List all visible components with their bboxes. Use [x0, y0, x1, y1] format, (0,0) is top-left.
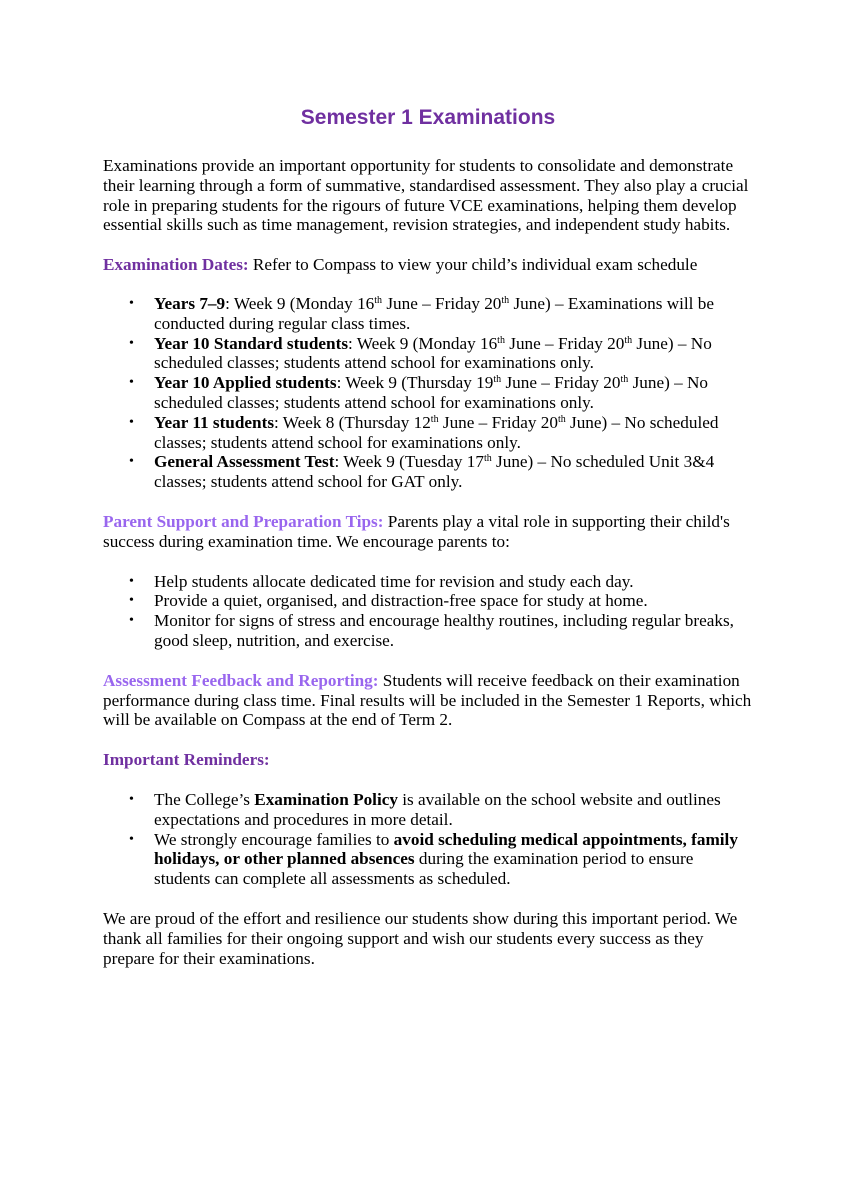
intro-paragraph: Examinations provide an important opportunity for students to consolidate and demonstrate their learning through a form of summative, standardised assessment. They also play a crucial role in preparing students for the rigours of future VCE examinations, helping them develop essential skills such as time management, revision strategies, and independent study habits.	[103, 156, 749, 235]
feedback-label: Assessment Feedback and Reporting:	[103, 670, 379, 690]
feedback-text: Students will receive feedback on their examination performance during class time. Final results will be included in the Semester 1 Reports, which will be available on Compass at the end of Term 2.	[103, 670, 752, 730]
support-list	[103, 572, 753, 651]
bullet-icon: •	[129, 831, 134, 847]
list-item: • Monitor for signs of stress and encourage healthy routines, including regular breaks, good sleep, nutrition, and exercise.	[129, 611, 734, 650]
bullet-icon: •	[129, 454, 134, 470]
bullet-icon: •	[129, 573, 134, 589]
list-item: • Year 10 Applied students: Week 9 (Thursday 19th June – Friday 20th June) – No scheduled classes; students attend school for examinations only.	[129, 373, 709, 412]
bullet-icon: •	[129, 295, 134, 311]
bullet-icon: •	[129, 791, 134, 807]
list-item: • Year 10 Standard students: Week 9 (Monday 16th June – Friday 20th June) – No scheduled classes; students attend school for examinations only.	[129, 333, 712, 373]
bullet-icon: •	[129, 414, 134, 430]
list-item: • We strongly encourage families to avoid scheduling medical appointments, family holidays, or other planned absences during the examination period to ensure students can complete all assessments as scheduled.	[129, 829, 738, 889]
list-item: • Years 7–9: Week 9 (Monday 16th June – Friday 20th June) – Examinations will be conducted during regular class times.	[129, 293, 714, 333]
document-page	[103, 104, 753, 968]
page-title: Semester 1 Examinations	[300, 106, 556, 129]
bullet-icon: •	[129, 613, 134, 629]
support-paragraph	[103, 512, 753, 552]
closing-paragraph: We are proud of the effort and resilience our students show during this important period. We thank all families for their ongoing support and wish our students every success as they prepare for their examinations.	[103, 908, 738, 968]
bullet-icon: •	[129, 375, 134, 391]
exam-dates-label: Examination Dates:	[103, 255, 249, 275]
list-item: • The College’s Examination Policy is available on the school website and outlines expectations and procedures in more detail.	[129, 789, 721, 829]
reminders-list	[103, 790, 753, 889]
exam-dates-list	[103, 294, 753, 492]
reminders-heading: Important Reminders:	[103, 750, 270, 770]
exam-dates-text: Refer to Compass to view your child’s individual exam schedule	[248, 255, 698, 275]
list-item: • General Assessment Test: Week 9 (Tuesday 17th June) – No scheduled Unit 3&4 classes; students attend school for GAT only.	[129, 452, 715, 492]
bullet-icon: •	[129, 335, 134, 351]
exam-dates-paragraph	[103, 255, 753, 275]
feedback-paragraph	[103, 671, 753, 730]
list-item: • Help students allocate dedicated time for revision and study each day.	[129, 571, 634, 591]
support-text: Parents play a vital role in supporting their child's success during examination time. We encourage parents to:	[103, 511, 730, 551]
list-item: • Provide a quiet, organised, and distraction-free space for study at home.	[129, 591, 648, 611]
bullet-icon: •	[129, 593, 134, 609]
list-item: • Year 11 students: Week 8 (Thursday 12th June – Friday 20th June) – No scheduled classes; students attend school for examinations only.	[129, 412, 719, 452]
support-label: Parent Support and Preparation Tips:	[103, 511, 384, 531]
